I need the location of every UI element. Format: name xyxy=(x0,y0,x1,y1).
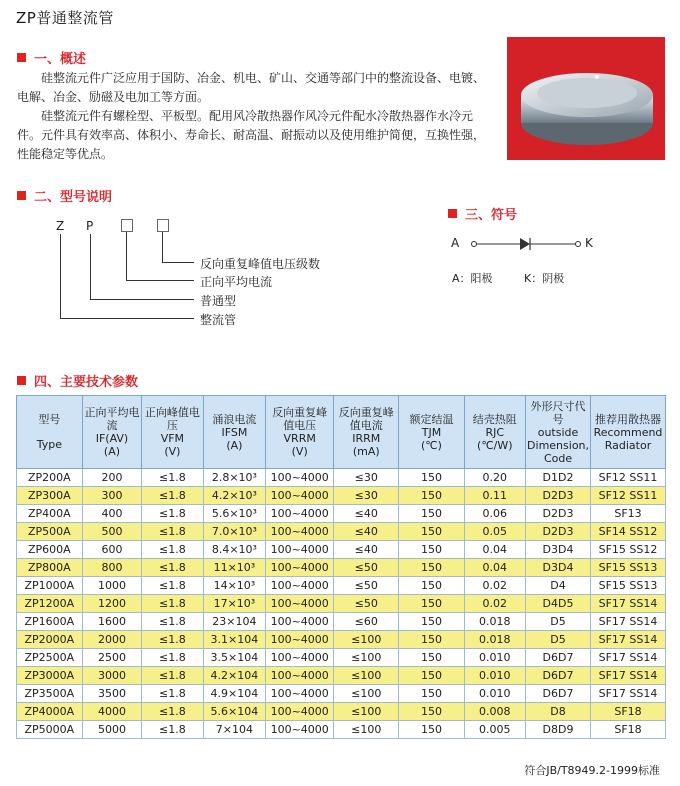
cell-forward-voltage: ≤1.8 xyxy=(142,595,203,613)
col-header-reverse-voltage: 反向重复峰值电压 VRRM (V) xyxy=(266,396,334,469)
cell-junction-temp: 150 xyxy=(399,595,464,613)
page-title: ZP普通整流管 xyxy=(16,9,114,27)
cell-thermal-resistance: 0.04 xyxy=(464,559,526,577)
table-row xyxy=(17,631,666,649)
cell-reverse-current: ≤60 xyxy=(334,613,399,631)
section-params-title: 四、主要技术参数 xyxy=(34,375,139,390)
cell-reverse-voltage: 100~4000 xyxy=(266,541,334,559)
cell-type: ZP1200A xyxy=(17,595,83,613)
anode-legend: A：阳极 xyxy=(452,272,493,285)
cell-dimension-code: D1D2 xyxy=(526,469,591,487)
code-box-current xyxy=(121,219,133,232)
section-symbol-heading xyxy=(448,204,517,223)
col-header-thermal-resistance: 结壳热阻 RJC (℃/W) xyxy=(464,396,526,469)
col-header-reverse-current: 反向重复峰值电流 IRRM (mA) xyxy=(334,396,399,469)
overview-paragraph-2: 硅整流元件有螺栓型、平板型。配用风冷散热器作风冷元件配水冷散热器作水冷元件。元件具有效率高、体积小、寿命长、耐高温、耐振动以及使用维护简便，互换性强，性能稳定等优点。 xyxy=(17,109,486,161)
cell-reverse-current: ≤50 xyxy=(334,595,399,613)
cell-surge-current: 5.6×104 xyxy=(203,703,266,721)
cell-reverse-voltage: 100~4000 xyxy=(266,469,334,487)
cell-forward-voltage: ≤1.8 xyxy=(142,631,203,649)
cell-radiator: SF15 SS13 xyxy=(591,559,666,577)
cell-dimension-code: D5 xyxy=(526,613,591,631)
cell-junction-temp: 150 xyxy=(399,667,464,685)
cell-type: ZP400A xyxy=(17,505,83,523)
cell-forward-current: 3000 xyxy=(82,667,141,685)
cell-type: ZP1600A xyxy=(17,613,83,631)
cell-radiator: SF12 SS11 xyxy=(591,487,666,505)
cell-forward-current: 1200 xyxy=(82,595,141,613)
cell-type: ZP300A xyxy=(17,487,83,505)
cell-junction-temp: 150 xyxy=(399,685,464,703)
col-header-forward-voltage: 正向峰值电压 VFM (V) xyxy=(142,396,203,469)
thyristor-puck-icon xyxy=(507,37,665,160)
code-box-voltage xyxy=(157,219,169,232)
cell-reverse-voltage: 100~4000 xyxy=(266,487,334,505)
table-row xyxy=(17,721,666,739)
cell-junction-temp: 150 xyxy=(399,505,464,523)
cell-type: ZP500A xyxy=(17,523,83,541)
cell-dimension-code: D6D7 xyxy=(526,685,591,703)
cell-reverse-voltage: 100~4000 xyxy=(266,631,334,649)
cell-radiator: SF14 SS12 xyxy=(591,523,666,541)
table-row xyxy=(17,703,666,721)
model-label-forward-current: 正向平均电流 xyxy=(200,275,273,289)
code-letter-p: P xyxy=(86,219,94,233)
cell-junction-temp: 150 xyxy=(399,721,464,739)
cell-forward-current: 1000 xyxy=(82,577,141,595)
cell-radiator: SF18 xyxy=(591,703,666,721)
cell-reverse-voltage: 100~4000 xyxy=(266,703,334,721)
cathode-letter: K xyxy=(585,236,593,250)
table-row xyxy=(17,595,666,613)
cell-junction-temp: 150 xyxy=(399,541,464,559)
cell-thermal-resistance: 0.20 xyxy=(464,469,526,487)
cell-junction-temp: 150 xyxy=(399,487,464,505)
cell-surge-current: 8.4×10³ xyxy=(203,541,266,559)
cell-reverse-current: ≤40 xyxy=(334,505,399,523)
spec-table xyxy=(16,395,666,739)
cell-type: ZP600A xyxy=(17,541,83,559)
cell-surge-current: 7.0×10³ xyxy=(203,523,266,541)
bracket-line xyxy=(60,234,61,319)
cell-reverse-current: ≤100 xyxy=(334,631,399,649)
cell-surge-current: 3.5×104 xyxy=(203,649,266,667)
cell-forward-voltage: ≤1.8 xyxy=(142,613,203,631)
cell-junction-temp: 150 xyxy=(399,613,464,631)
cell-reverse-voltage: 100~4000 xyxy=(266,559,334,577)
cell-thermal-resistance: 0.005 xyxy=(464,721,526,739)
cell-surge-current: 4.9×104 xyxy=(203,685,266,703)
cell-radiator: SF17 SS14 xyxy=(591,613,666,631)
table-row xyxy=(17,559,666,577)
cell-radiator: SF17 SS14 xyxy=(591,631,666,649)
cell-reverse-current: ≤30 xyxy=(334,487,399,505)
cell-reverse-voltage: 100~4000 xyxy=(266,595,334,613)
cell-reverse-current: ≤50 xyxy=(334,577,399,595)
cell-radiator: SF13 xyxy=(591,505,666,523)
cell-thermal-resistance: 0.010 xyxy=(464,667,526,685)
cell-forward-voltage: ≤1.8 xyxy=(142,577,203,595)
cell-forward-current: 400 xyxy=(82,505,141,523)
cell-forward-voltage: ≤1.8 xyxy=(142,667,203,685)
table-row xyxy=(17,487,666,505)
cell-forward-voltage: ≤1.8 xyxy=(142,541,203,559)
model-label-rectifier: 整流管 xyxy=(200,313,237,327)
cell-forward-voltage: ≤1.8 xyxy=(142,523,203,541)
cell-reverse-voltage: 100~4000 xyxy=(266,577,334,595)
cell-forward-current: 300 xyxy=(82,487,141,505)
model-label-voltage-grade: 反向重复峰值电压级数 xyxy=(200,257,321,271)
cell-thermal-resistance: 0.010 xyxy=(464,685,526,703)
cell-dimension-code: D4D5 xyxy=(526,595,591,613)
table-row xyxy=(17,505,666,523)
cell-forward-current: 2000 xyxy=(82,631,141,649)
table-row xyxy=(17,577,666,595)
col-header-surge-current: 涌浪电流 IFSM (A) xyxy=(203,396,266,469)
cell-reverse-voltage: 100~4000 xyxy=(266,505,334,523)
bracket-line xyxy=(126,232,127,281)
table-header-row xyxy=(17,396,666,469)
table-row xyxy=(17,685,666,703)
cathode-legend: K：阴极 xyxy=(524,272,565,285)
section-overview-title: 一、概述 xyxy=(34,52,87,67)
table-row xyxy=(17,613,666,631)
section-model-title: 二、型号说明 xyxy=(34,190,113,205)
cell-thermal-resistance: 0.018 xyxy=(464,613,526,631)
cell-dimension-code: D8D9 xyxy=(526,721,591,739)
cell-surge-current: 2.8×10³ xyxy=(203,469,266,487)
cell-surge-current: 23×104 xyxy=(203,613,266,631)
cell-thermal-resistance: 0.02 xyxy=(464,595,526,613)
cell-forward-voltage: ≤1.8 xyxy=(142,469,203,487)
bracket-line xyxy=(162,232,163,263)
col-header-forward-current: 正向平均电流 IF(AV) (A) xyxy=(82,396,141,469)
diode-symbol-icon xyxy=(470,236,582,252)
cell-radiator: SF17 SS14 xyxy=(591,685,666,703)
cell-surge-current: 4.2×104 xyxy=(203,667,266,685)
cell-reverse-voltage: 100~4000 xyxy=(266,613,334,631)
bracket-line xyxy=(162,262,194,263)
cell-thermal-resistance: 0.018 xyxy=(464,631,526,649)
cell-forward-voltage: ≤1.8 xyxy=(142,505,203,523)
cell-reverse-voltage: 100~4000 xyxy=(266,721,334,739)
anode-letter: A xyxy=(451,236,460,250)
cell-reverse-current: ≤40 xyxy=(334,541,399,559)
cell-junction-temp: 150 xyxy=(399,703,464,721)
cell-surge-current: 3.1×104 xyxy=(203,631,266,649)
table-row xyxy=(17,649,666,667)
cell-thermal-resistance: 0.02 xyxy=(464,577,526,595)
cell-thermal-resistance: 0.008 xyxy=(464,703,526,721)
cell-thermal-resistance: 0.04 xyxy=(464,541,526,559)
cell-type: ZP1000A xyxy=(17,577,83,595)
overview-paragraph-1: 硅整流元件广泛应用于国防、冶金、机电、矿山、交通等部门中的整流设备、电镀、电解、冶金、励磁及电加工等方面。 xyxy=(17,71,486,104)
cell-dimension-code: D4 xyxy=(526,577,591,595)
cell-type: ZP800A xyxy=(17,559,83,577)
red-square-icon xyxy=(448,209,457,218)
cell-type: ZP3500A xyxy=(17,685,83,703)
cell-surge-current: 11×10³ xyxy=(203,559,266,577)
cell-radiator: SF17 SS14 xyxy=(591,649,666,667)
cell-type: ZP3000A xyxy=(17,667,83,685)
cell-junction-temp: 150 xyxy=(399,649,464,667)
cell-reverse-voltage: 100~4000 xyxy=(266,685,334,703)
cell-reverse-current: ≤40 xyxy=(334,523,399,541)
red-square-icon xyxy=(17,376,26,385)
section-model-heading xyxy=(17,186,112,205)
product-image xyxy=(507,37,665,160)
cell-reverse-voltage: 100~4000 xyxy=(266,649,334,667)
cell-forward-current: 1600 xyxy=(82,613,141,631)
cell-forward-voltage: ≤1.8 xyxy=(142,703,203,721)
table-row xyxy=(17,469,666,487)
cell-dimension-code: D2D3 xyxy=(526,523,591,541)
cell-thermal-resistance: 0.11 xyxy=(464,487,526,505)
cell-radiator: SF15 SS12 xyxy=(591,541,666,559)
cell-forward-voltage: ≤1.8 xyxy=(142,685,203,703)
table-row xyxy=(17,541,666,559)
cell-forward-current: 3500 xyxy=(82,685,141,703)
cell-forward-voltage: ≤1.8 xyxy=(142,559,203,577)
cell-junction-temp: 150 xyxy=(399,469,464,487)
bracket-line xyxy=(90,234,91,300)
cell-dimension-code: D6D7 xyxy=(526,649,591,667)
cell-reverse-current: ≤100 xyxy=(334,721,399,739)
cell-radiator: SF18 xyxy=(591,721,666,739)
col-header-dimension-code: 外形尺寸代号 outside Dimension, Code xyxy=(526,396,591,469)
cell-reverse-current: ≤30 xyxy=(334,469,399,487)
standard-footer: 符合JB/T8949.2-1999标准 xyxy=(524,764,660,777)
cell-forward-current: 600 xyxy=(82,541,141,559)
cell-type: ZP4000A xyxy=(17,703,83,721)
cell-forward-voltage: ≤1.8 xyxy=(142,649,203,667)
cell-reverse-current: ≤50 xyxy=(334,559,399,577)
cell-surge-current: 7×104 xyxy=(203,721,266,739)
cell-reverse-current: ≤100 xyxy=(334,685,399,703)
spec-table-body xyxy=(17,469,666,739)
cell-dimension-code: D2D3 xyxy=(526,505,591,523)
section-params-heading xyxy=(17,371,138,390)
cell-reverse-voltage: 100~4000 xyxy=(266,523,334,541)
cell-surge-current: 14×10³ xyxy=(203,577,266,595)
cell-radiator: SF15 SS13 xyxy=(591,577,666,595)
cell-dimension-code: D8 xyxy=(526,703,591,721)
red-square-icon xyxy=(17,53,26,62)
cell-dimension-code: D2D3 xyxy=(526,487,591,505)
cell-dimension-code: D3D4 xyxy=(526,559,591,577)
cell-dimension-code: D5 xyxy=(526,631,591,649)
cell-type: ZP5000A xyxy=(17,721,83,739)
section-symbol-title: 三、符号 xyxy=(465,208,518,223)
cell-junction-temp: 150 xyxy=(399,631,464,649)
col-header-radiator: 推荐用散热器 Recommend Radiator xyxy=(591,396,666,469)
cell-dimension-code: D3D4 xyxy=(526,541,591,559)
red-square-icon xyxy=(17,191,26,200)
cell-type: ZP2000A xyxy=(17,631,83,649)
col-header-junction-temp: 额定结温 TJM (℃) xyxy=(399,396,464,469)
cell-reverse-voltage: 100~4000 xyxy=(266,667,334,685)
cell-radiator: SF17 SS14 xyxy=(591,667,666,685)
cell-type: ZP200A xyxy=(17,469,83,487)
cell-type: ZP2500A xyxy=(17,649,83,667)
code-letter-z: Z xyxy=(56,219,65,233)
cell-surge-current: 5.6×10³ xyxy=(203,505,266,523)
cell-junction-temp: 150 xyxy=(399,577,464,595)
cell-forward-current: 4000 xyxy=(82,703,141,721)
bracket-line xyxy=(60,318,194,319)
table-row xyxy=(17,667,666,685)
cell-reverse-current: ≤100 xyxy=(334,649,399,667)
table-row xyxy=(17,523,666,541)
cell-junction-temp: 150 xyxy=(399,523,464,541)
cell-junction-temp: 150 xyxy=(399,559,464,577)
cell-forward-voltage: ≤1.8 xyxy=(142,721,203,739)
cell-thermal-resistance: 0.010 xyxy=(464,649,526,667)
cell-radiator: SF12 SS11 xyxy=(591,469,666,487)
cell-thermal-resistance: 0.06 xyxy=(464,505,526,523)
cell-dimension-code: D6D7 xyxy=(526,667,591,685)
cell-surge-current: 17×10³ xyxy=(203,595,266,613)
cell-surge-current: 4.2×10³ xyxy=(203,487,266,505)
bracket-line xyxy=(126,280,194,281)
bracket-line xyxy=(90,299,194,300)
cell-forward-voltage: ≤1.8 xyxy=(142,487,203,505)
model-label-type: 普通型 xyxy=(200,294,237,308)
col-header-type: 型号 Type xyxy=(17,396,83,469)
cell-forward-current: 500 xyxy=(82,523,141,541)
cell-reverse-current: ≤100 xyxy=(334,703,399,721)
cell-forward-current: 200 xyxy=(82,469,141,487)
section-overview-heading xyxy=(17,48,86,67)
cell-forward-current: 5000 xyxy=(82,721,141,739)
cell-reverse-current: ≤100 xyxy=(334,667,399,685)
cell-forward-current: 800 xyxy=(82,559,141,577)
cell-radiator: SF17 SS14 xyxy=(591,595,666,613)
cell-thermal-resistance: 0.05 xyxy=(464,523,526,541)
cell-forward-current: 2500 xyxy=(82,649,141,667)
